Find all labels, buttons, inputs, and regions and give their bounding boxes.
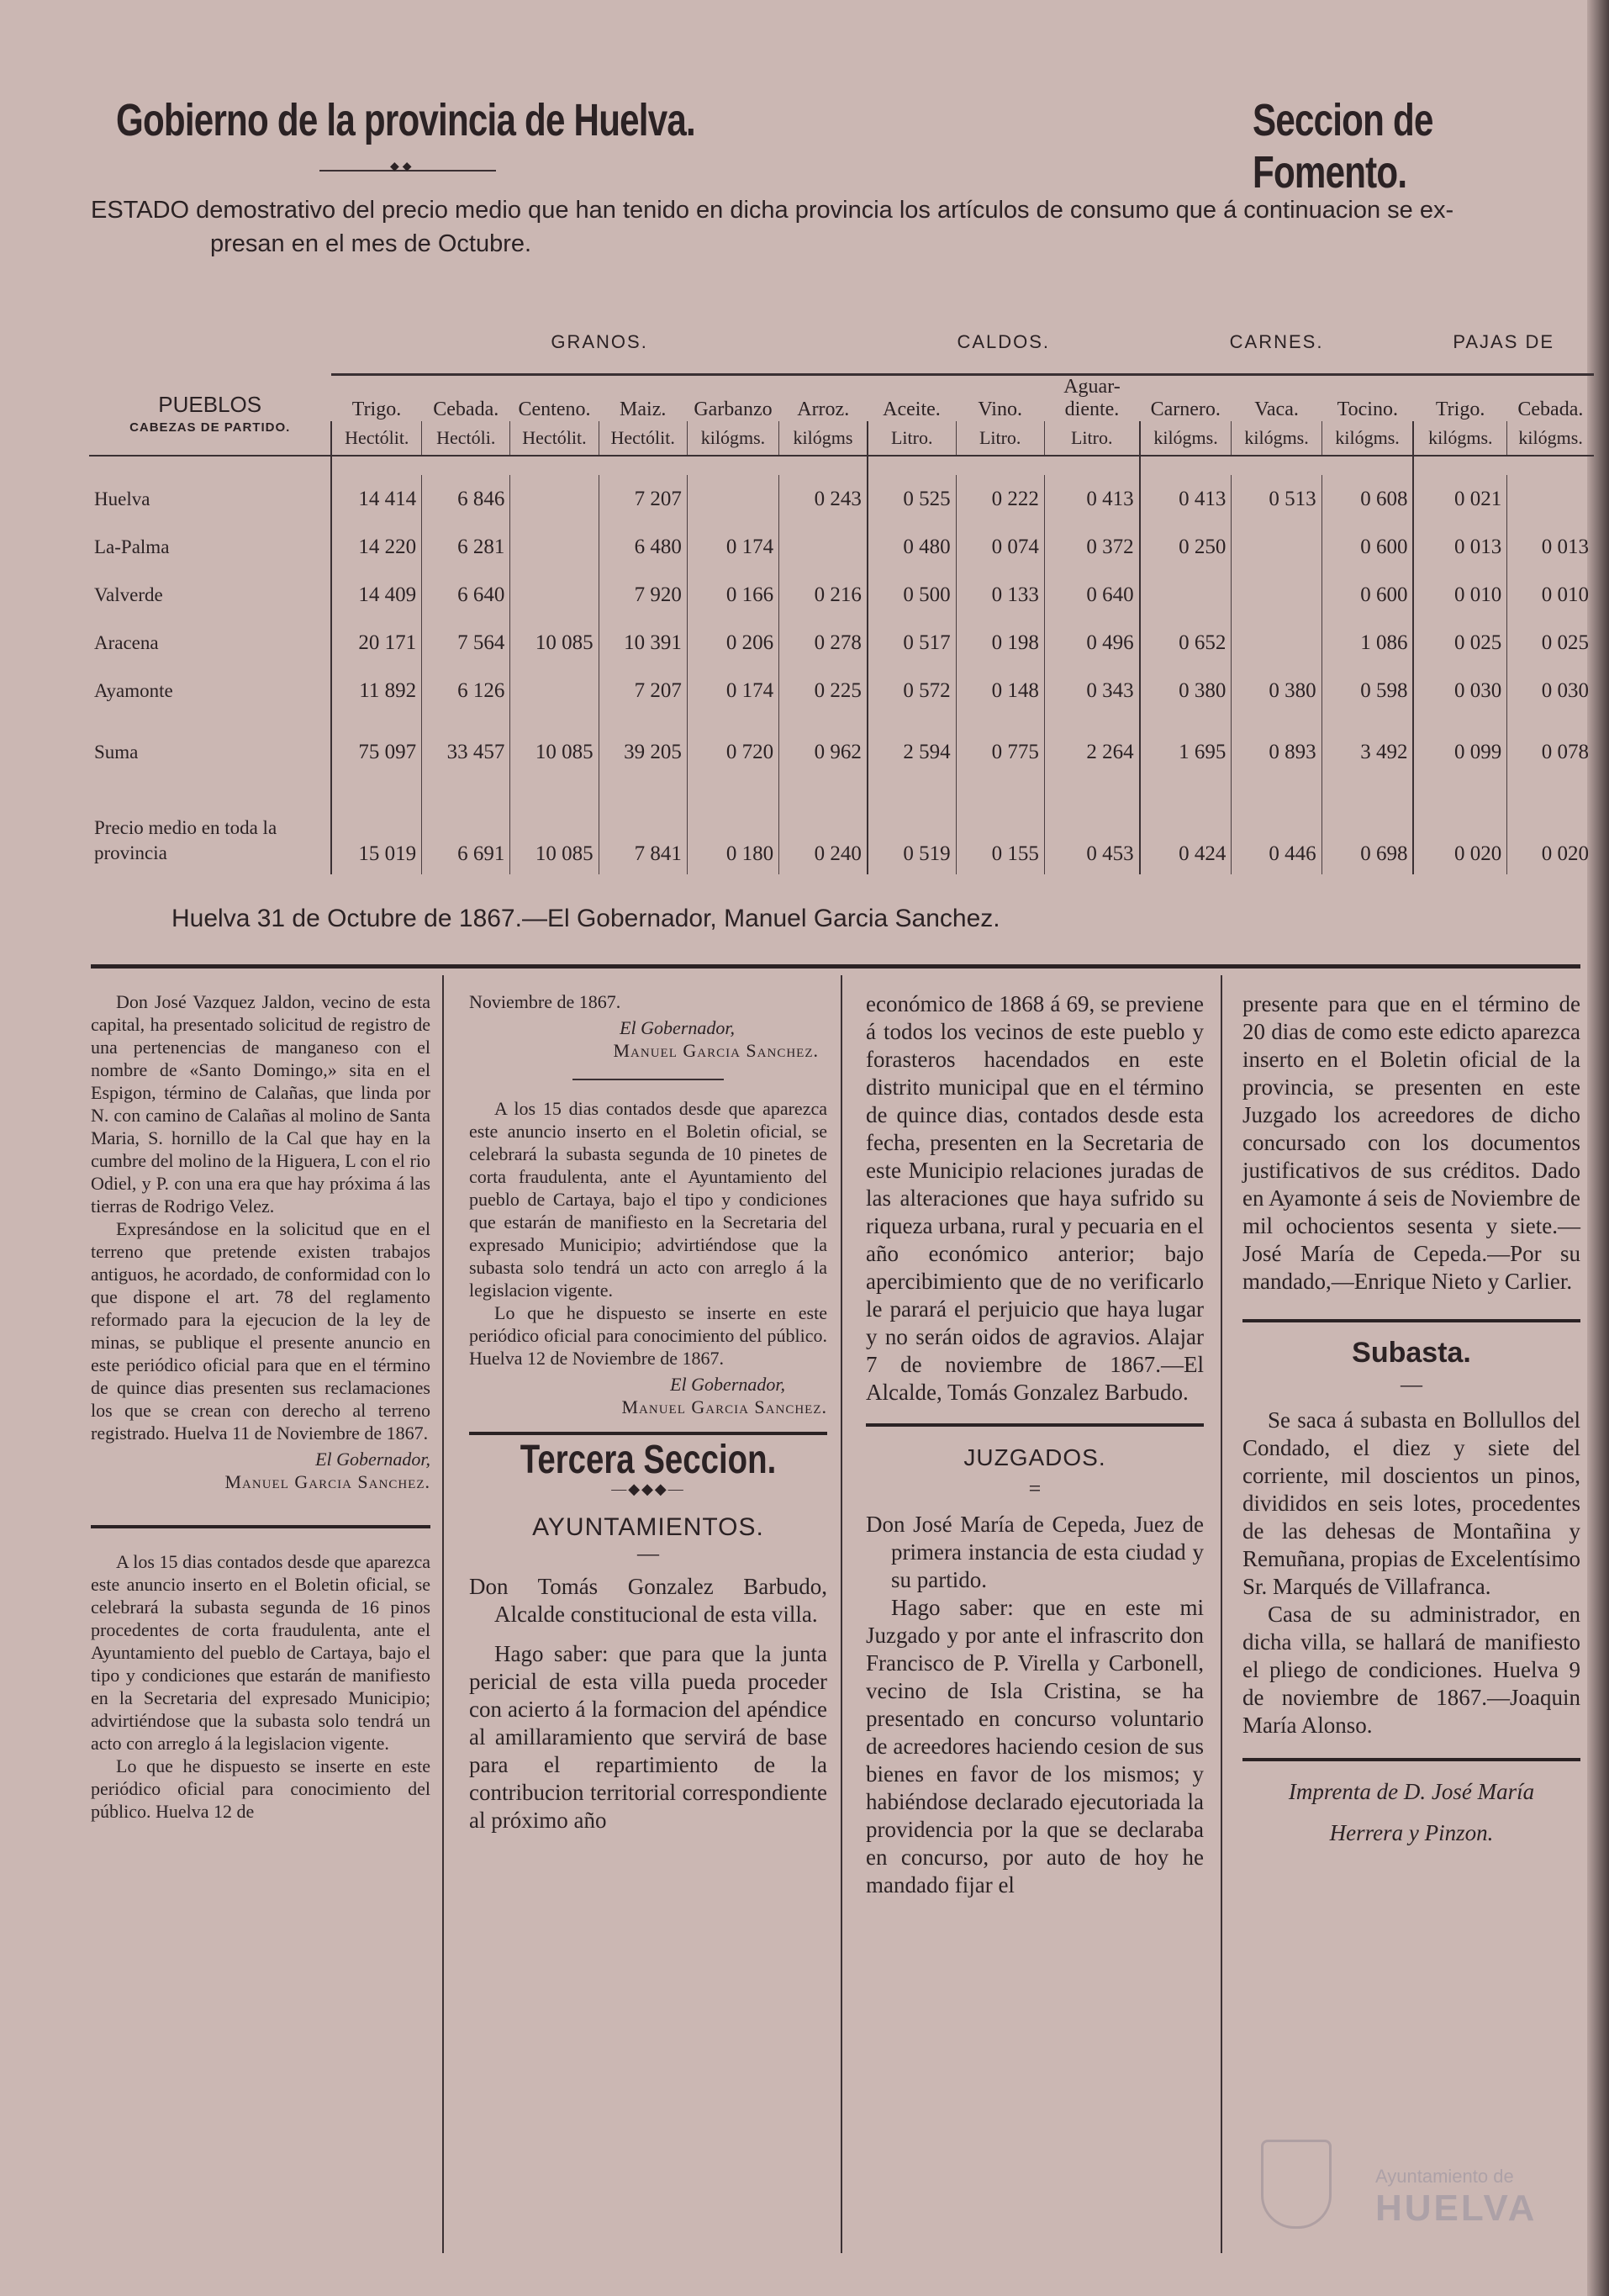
table-cell: 0 025 [1413,619,1506,667]
table-cell: 0 513 [1232,475,1321,523]
alcalde-intro: Don Tomás Gonzalez Barbudo, Alcalde constitucional de esta villa. [469,1574,827,1627]
column-unit: Hectólit. [331,421,421,456]
table-cell: 0 021 [1413,475,1506,523]
table-cell: 0 775 [956,715,1044,790]
pinetes-notice-p2: Lo que he dispuesto se inserte en este periódico oficial para conocimiento del público. Huelva 12 de Noviembre de 1867. [469,1302,827,1369]
table-cell: 0 278 [779,619,868,667]
column-unit: kilógms. [1321,421,1413,456]
table-cell: 7 920 [599,571,687,619]
table-cell: 75 097 [331,715,421,790]
pinetes-notice-p1: A los 15 dias contados desde que aparezca este anuncio inserto en el Boletin oficial, se celebrará la subasta segunda de 10 pinetes de corta fraudulenta, ante el Ayuntamiento del pueblo de Cartaya, bajo el tipo y condiciones que estarán de manifiesto en la Secretaria del expresado Municipio; advirtiéndose que la subasta solo tendrá un acto con arreglo á la legislacion vigente. [469,1098,827,1301]
table-cell: 0 600 [1321,523,1413,571]
table-cell: 39 205 [599,715,687,790]
table-cell: 7 841 [599,790,687,874]
table-cell: 0 074 [956,523,1044,571]
alcalde-notice: Hago saber: que para que la junta pericial de esta villa pueda proceder con acierto á la formacion del apéndice al amillaramiento que servirá de base para el repartimiento de la contribucion territorial correspondiente al próximo año [469,1641,827,1833]
column-unit: Hectólit. [510,421,599,456]
watermark-line-2: HUELVA [1375,2188,1538,2229]
ayuntamientos-heading: AYUNTAMIENTOS. [532,1513,764,1541]
estado-intro [91,193,1587,261]
row-label: Suma [94,742,139,763]
table-cell: 0 078 [1507,715,1594,790]
table-cell: 0 020 [1507,790,1594,874]
imprenta-line-2: Herrera y Pinzon. [1329,1820,1494,1845]
table-row [89,475,1594,523]
juez-notice-cont: presente para que en el término de 20 dias de como este edicto aparezca inserto en el Boletin oficial de la provincia, se presenten en este Juzgado los acreedores de dicho concursado con los documentos justificativos de sus créditos. Dado en Ayamonte á seis de Noviembre de mil ochocientos sesenta y siete.—José María de Cepeda.—Por su mandado,—Enrique Nieto y Carlier. [1242,991,1580,1294]
column-unit: kilógms. [1140,421,1232,456]
column-header: Aguar-diente. [1063,376,1121,420]
table-cell [779,523,868,571]
group-pajas: PAJAS DE [1413,277,1594,375]
imprenta-line-1: Imprenta de D. José María [1288,1779,1535,1804]
table-cell: 6 126 [422,667,510,715]
column-divider [1221,975,1222,2253]
watermark-text [1375,2166,1537,2230]
table-cell: 10 391 [599,619,687,667]
table-cell: 0 893 [1232,715,1321,790]
table-cell: 6 640 [422,571,510,619]
column-divider [841,975,842,2253]
header-right-title: Seccion de Fomento. [1253,95,1433,198]
table-cell: 0 020 [1413,790,1506,874]
table-cell: 0 222 [956,475,1044,523]
table-cell: 0 453 [1044,790,1139,874]
table-cell: 0 174 [687,667,778,715]
row-label: Huelva [94,488,150,509]
table-cell: 0 652 [1140,619,1232,667]
table-cell: 0 496 [1044,619,1139,667]
table-cell: 0 240 [779,790,868,874]
governor-name: Manuel Garcia Sanchez. [224,1471,430,1492]
cabezas-label: CABEZAS DE PARTIDO. [129,420,291,435]
column-header: Aceite. [883,399,941,420]
table-cell: 3 492 [1321,715,1413,790]
table-cell [1232,619,1321,667]
table-cell: 14 409 [331,571,421,619]
notice-divider [91,1525,430,1528]
table-cell: 0 225 [779,667,868,715]
column-2 [469,990,827,1834]
column-unit: kilógms. [1507,421,1594,456]
table-cell: 0 030 [1413,667,1506,715]
table-cell: 6 846 [422,475,510,523]
table-cell: 14 220 [331,523,421,571]
table-row [89,523,1594,571]
table-cell: 0 174 [687,523,778,571]
table-cell: 10 085 [510,790,599,874]
column-header: Arroz. [797,399,850,420]
mining-notice-p1: Don José Vazquez Jaldon, vecino de esta capital, ha presentado solicitud de registro de una pertenencias de manganeso con el nombre de «Santo Domingo,» sita en el Espigon, término de Calañas, que linda por N. con camino de Calañas al molino de Santa Maria, S. hornillo de la Cal que hay en la cumbre del molino de la Higuera, L con el rio Odiel, y P. con una era que hay próxima á las tierras de Rodrigo Velez. [91,991,430,1217]
table-cell: 0 198 [956,619,1044,667]
table-cell: 0 413 [1140,475,1232,523]
table-body [89,475,1594,874]
notice-date: Noviembre de 1867. [469,991,621,1012]
table-cell [510,475,599,523]
table-cell: 0 250 [1140,523,1232,571]
table-cell: 20 171 [331,619,421,667]
column-header: Vino. [978,399,1022,420]
table-cell: 15 019 [331,790,421,874]
column-3 [866,990,1204,1899]
group-caldos: CALDOS. [868,277,1140,375]
table-row [89,619,1594,667]
table-cell: 0 608 [1321,475,1413,523]
column-unit: Hectólit. [599,421,687,456]
table-cell [1140,571,1232,619]
table-cell [510,667,599,715]
table-cell: 11 892 [331,667,421,715]
section-divider [1242,1758,1580,1761]
group-carnes: CARNES. [1140,277,1414,375]
table-cell: 7 564 [422,619,510,667]
tercera-seccion-title: Tercera Seccion. [520,1438,777,1482]
table-cell: 6 281 [422,523,510,571]
column-header: Centeno. [518,399,591,420]
column-header: Garbanzo [694,399,773,420]
table-cell: 0 025 [1507,619,1594,667]
watermark-line-1: Ayuntamiento de [1375,2166,1514,2187]
section-divider [469,1432,827,1435]
column-header: Vaca. [1254,399,1299,420]
table-cell: 0 598 [1321,667,1413,715]
group-granos: GRANOS. [331,277,867,375]
table-cell: 0 517 [868,619,956,667]
table-cell: 0 424 [1140,790,1232,874]
table-cell: 0 698 [1321,790,1413,874]
column-header: Trigo. [351,399,402,420]
table-cell: 0 343 [1044,667,1139,715]
column-unit: Litro. [868,421,956,456]
governor-title: El Gobernador, [315,1449,430,1470]
section-divider [91,964,1580,969]
column-divider [442,975,444,2253]
table-cell: 1 695 [1140,715,1232,790]
table-cell: 0 380 [1140,667,1232,715]
table-cell: 0 013 [1507,523,1594,571]
table-cell: 0 099 [1413,715,1506,790]
table-row [89,715,1594,790]
table-cell: 0 166 [687,571,778,619]
table-cell: 0 372 [1044,523,1139,571]
row-label: Precio medio en toda la provincia [94,817,277,863]
table-cell: 10 085 [510,619,599,667]
table-cell: 0 500 [868,571,956,619]
table-cell [687,475,778,523]
juzgados-heading: JUZGADOS. [963,1444,1106,1470]
table-row [89,571,1594,619]
table-cell [1232,571,1321,619]
heading-dash: = [1028,1476,1042,1501]
table-row [89,790,1594,874]
table-cell: 0 480 [868,523,956,571]
governor-name: Manuel Garcia Sanchez. [613,1040,819,1061]
column-unit: kilógms. [1413,421,1506,456]
table-cell: 0 962 [779,715,868,790]
column-unit: kilógms. [687,421,778,456]
column-unit: kilógms. [1232,421,1321,456]
table-cell [510,571,599,619]
table-cell: 0 013 [1413,523,1506,571]
table-cell: 0 380 [1232,667,1321,715]
table-cell: 0 413 [1044,475,1139,523]
header-left-title: Gobierno de la provincia de Huelva. [116,95,695,145]
alcalde-notice-cont: económico de 1868 á 69, se previene á todos los vecinos de este pueblo y forasteros hacendados en este distrito municipal que en el término de quince dias, contados desde esta fecha, presenten en la Secretaria de este Municipio relaciones juradas de las alteraciones que haya sufrido su riqueza urbana, rural y pecuaria en el año económico anterior; bajo apercibimiento que de no verificarlo le parará el perjuicio que haya lugar y no serán oidos de agravios. Alajar 7 de noviembre de 1867.—El Alcalde, Tomás Gonzalez Barbudo. [866,991,1204,1405]
table-cell [1232,523,1321,571]
subasta-heading: Subasta. [1352,1337,1471,1369]
table-cell: 1 086 [1321,619,1413,667]
governor-name: Manuel Garcia Sanchez. [621,1396,827,1417]
table-cell: 7 207 [599,475,687,523]
table-cell: 0 525 [868,475,956,523]
table-cell: 10 085 [510,715,599,790]
governor-title: El Gobernador, [620,1017,735,1038]
table-cell: 0 010 [1507,571,1594,619]
table-cell: 0 720 [687,715,778,790]
column-unit: Litro. [956,421,1044,456]
table-cell: 6 691 [422,790,510,874]
table-cell: 0 600 [1321,571,1413,619]
pueblos-label: PUEBLOS [158,392,262,417]
table-cell: 0 572 [868,667,956,715]
table-cell: 0 010 [1413,571,1506,619]
table-cell: 0 030 [1507,667,1594,715]
column-1 [91,990,430,1823]
subasta-notice-p1: A los 15 dias contados desde que aparezca este anuncio inserto en el Boletin oficial, se celebrará la subasta segunda de 16 pinos procedentes de corta fraudulenta, ante el Ayuntamiento del pueblo de Cartaya, bajo el tipo y condiciones que estarán de manifiesto en la Secretaria del expresado Municipio; advirtiéndose que la subasta solo tendrá un acto con arreglo á la legislacion vigente. [91,1551,430,1754]
row-label: La-Palma [94,536,170,557]
table-cell: 2 594 [868,715,956,790]
juez-intro: Don José María de Cepeda, Juez de primera instancia de esta ciudad y su partido. [866,1512,1204,1592]
column-unit: kilógms [779,421,868,456]
price-table [89,277,1594,874]
table-cell: 0 148 [956,667,1044,715]
subasta-notice-p2: Casa de su administrador, en dicha villa, se hallará de manifiesto el pliego de condiciones. Huelva 9 de noviembre de 1867.—Joaquin María Alonso. [1242,1602,1580,1738]
table-signature: Huelva 31 de Octubre de 1867.—El Gobernador, Manuel Garcia Sanchez. [171,905,1000,932]
table-cell: 7 207 [599,667,687,715]
table-cell: 14 414 [331,475,421,523]
row-label: Valverde [94,583,163,605]
heading-dash: — [1401,1372,1422,1396]
table-cell: 0 446 [1232,790,1321,874]
mining-notice-p2: Expresándose en la solicitud que en el terreno que pretende existen trabajos antiguos, he acordado, de conformidad con lo que dispone el art. 78 del reglamento reformado para la ejecucion de la ley de minas, se publique el presente anuncio en este periódico oficial para que en el término de quince dias presenten sus reclamaciones los que se crean con derecho al terreno registrado. Huelva 11 de Noviembre de 1867. [91,1218,430,1444]
header-ornament [319,165,496,177]
table-cell: 0 133 [956,571,1044,619]
row-label: Ayamonte [94,679,173,701]
column-header: Trigo. [1435,399,1485,420]
table-cell: 0 640 [1044,571,1139,619]
column-header: Cebada. [433,399,499,420]
governor-title: El Gobernador, [670,1374,785,1395]
juez-notice: Hago saber: que en este mi Juzgado y por ante el infrascrito don Francisco de P. Virella y Carbonell, vecino de Isla Cristina, se ha presentado en concurso voluntario de acreedores haciendo cesion de sus bienes en favor de los mismos; y habiéndose declarado ejecutoriada la providencia por la que se declaraba en concurso, por auto de hoy he mandado fijar el [866,1595,1204,1897]
heading-dash: — [637,1541,659,1565]
table-cell: 6 480 [599,523,687,571]
column-header: Maiz. [620,399,667,420]
notice-divider [572,1079,724,1080]
row-label: Aracena [94,631,159,653]
table-cell: 33 457 [422,715,510,790]
table-cell: 0 180 [687,790,778,874]
table-cell: 0 206 [687,619,778,667]
estado-line-1: ESTADO demostrativo del precio medio que han tenido en dicha provincia los artículos de consumo que á continuacion se ex- [91,197,1454,224]
table-row [89,667,1594,715]
table-cell: 0 243 [779,475,868,523]
column-unit: Hectóli. [422,421,510,456]
column-4 [1242,990,1580,1847]
city-seal-watermark [1261,2140,1332,2229]
column-header: Cebada. [1517,399,1584,420]
column-header: Tocino. [1337,399,1398,420]
table-cell [1507,475,1594,523]
estado-line-2: presan en el mes de Octubre. [210,230,532,257]
column-header: Carnero. [1150,399,1221,420]
subasta-notice-p1: Se saca á subasta en Bollullos del Condado, el diez y siete del corriente, mil doscientos un pinos, divididos en seis lotes, procedentes de las dehesas de Montañina y Remuñana, propias de Excelentísimo Sr. Marqués de Villafranca. [1242,1407,1580,1599]
table-cell: 0 216 [779,571,868,619]
column-unit: Litro. [1044,421,1139,456]
section-divider [1242,1319,1580,1322]
table-cell: 0 155 [956,790,1044,874]
table-cell: 2 264 [1044,715,1139,790]
table-cell: 0 519 [868,790,956,874]
section-divider [866,1423,1204,1427]
table-cell [510,523,599,571]
title-ornament: —◆◆◆— [611,1481,685,1497]
subasta-notice-p2: Lo que he dispuesto se inserte en este periódico oficial para conocimiento del público. Huelva 12 de [91,1755,430,1822]
pueblos-header [89,277,331,456]
